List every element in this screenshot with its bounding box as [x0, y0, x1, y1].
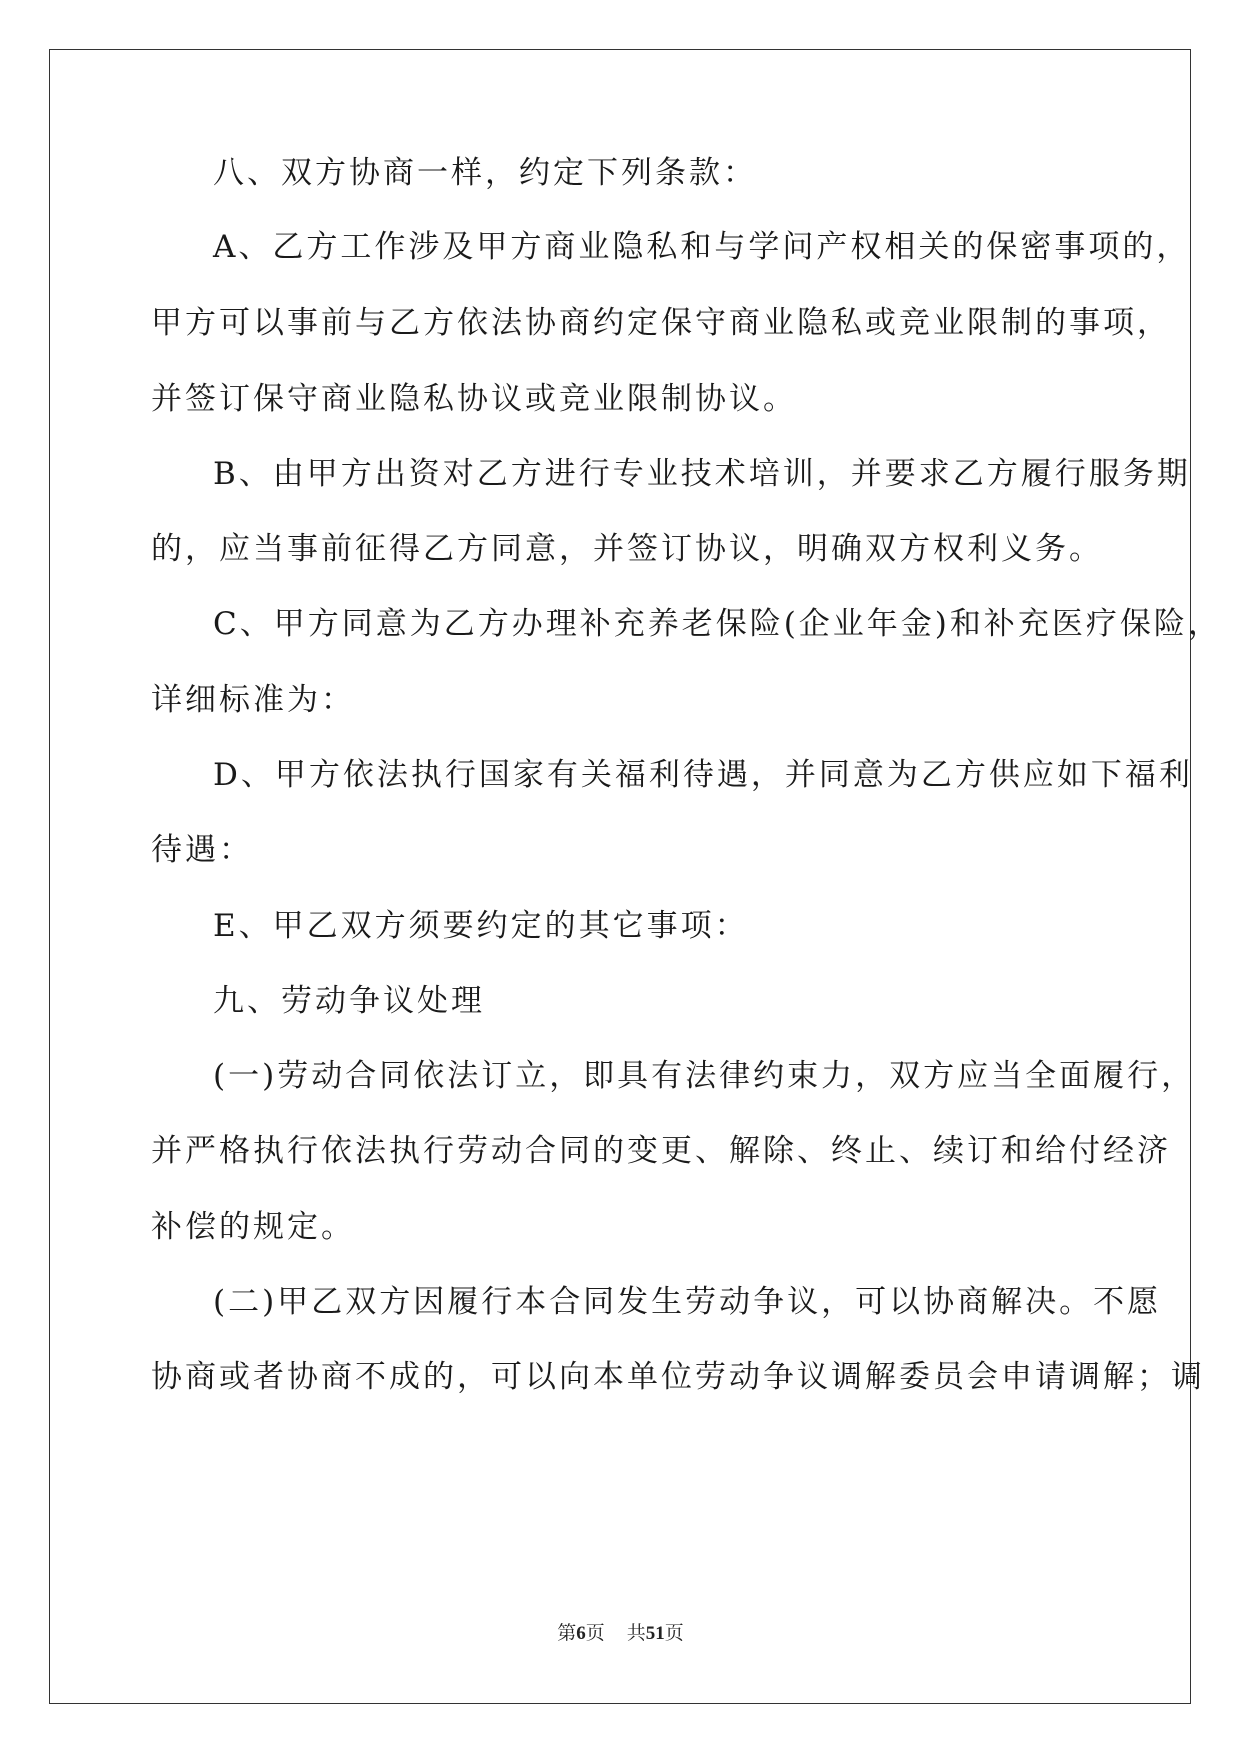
- clause-b-line-1: B、由甲方出资对乙方进行专业技术培训，并要求乙方履行服务期: [213, 456, 1191, 492]
- item-1-line-1: (一)劳动合同依法订立，即具有法律约束力，双方应当全面履行，: [213, 1058, 1196, 1094]
- clause-a-line-3: 并签订保守商业隐私协议或竞业限制协议。: [151, 381, 797, 417]
- page-footer: [0, 1621, 1241, 1646]
- page-prefix: 第: [557, 1622, 577, 1644]
- clause-c-line-2: 详细标准为：: [151, 682, 355, 718]
- clause-c-line-1: C、甲方同意为乙方办理补充养老保险(企业年金)和补充医疗保险，: [213, 606, 1222, 642]
- page-suffix: 页: [585, 1622, 605, 1644]
- total-pages: 51: [645, 1623, 665, 1644]
- page-number: 6: [576, 1623, 586, 1644]
- section-8-heading: 八、双方协商一样，约定下列条款：: [213, 155, 757, 191]
- item-1-line-2: 并严格执行依法执行劳动合同的变更、解除、终止、续订和给付经济: [151, 1133, 1171, 1169]
- page-border: [49, 49, 1191, 1704]
- clause-a-line-2: 甲方可以事前与乙方依法协商约定保守商业隐私或竞业限制的事项，: [151, 305, 1171, 341]
- clause-a-line-1: A、乙方工作涉及甲方商业隐私和与学问产权相关的保密事项的，: [213, 229, 1191, 265]
- clause-e-line-1: E、甲乙双方须要约定的其它事项：: [213, 908, 749, 944]
- total-prefix: 共: [626, 1622, 646, 1644]
- clause-b-line-2: 的，应当事前征得乙方同意，并签订协议，明确双方权利义务。: [151, 531, 1103, 567]
- section-9-heading: 九、劳动争议处理: [213, 983, 485, 1019]
- item-1-line-3: 补偿的规定。: [151, 1209, 355, 1245]
- clause-d-line-1: D、甲方依法执行国家有关福利待遇，并同意为乙方供应如下福利: [213, 757, 1193, 793]
- item-2-line-2: 协商或者协商不成的，可以向本单位劳动争议调解委员会申请调解；调: [151, 1359, 1205, 1395]
- total-suffix: 页: [664, 1622, 684, 1644]
- clause-d-line-2: 待遇：: [151, 832, 253, 868]
- item-2-line-1: (二)甲乙双方因履行本合同发生劳动争议，可以协商解决。不愿: [213, 1284, 1162, 1320]
